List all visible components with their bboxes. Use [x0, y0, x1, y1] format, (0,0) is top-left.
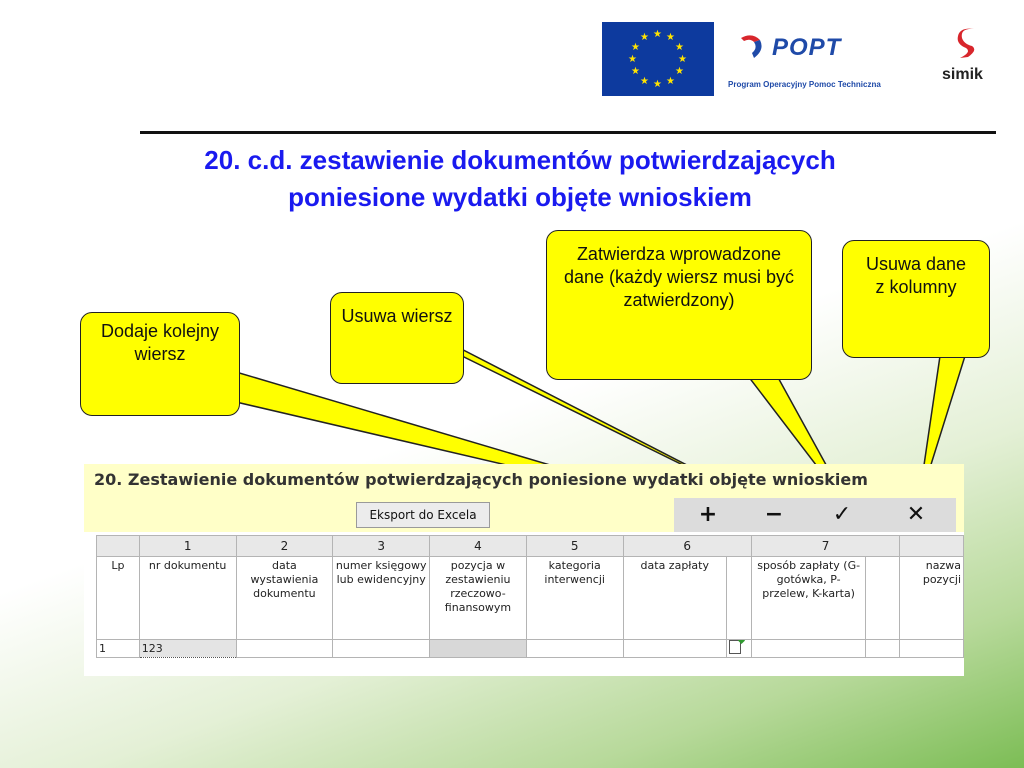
- header-data-wystawienia: data wystawienia dokumentu: [236, 557, 333, 640]
- star-icon: ★: [666, 76, 675, 87]
- row-toolbar: [674, 498, 956, 532]
- star-icon: ★: [675, 42, 684, 53]
- callout-delete-row: [330, 292, 464, 384]
- nr-dokumentu-input[interactable]: 123: [139, 640, 236, 658]
- numer-ksiegowy-input[interactable]: [333, 640, 430, 658]
- delete-row-button[interactable]: −: [764, 502, 784, 527]
- date-picker-cell[interactable]: [727, 640, 752, 658]
- extra-cell[interactable]: [866, 640, 900, 658]
- documents-table: [96, 535, 964, 658]
- popt-wordmark: POPT: [772, 34, 842, 61]
- nazwa-pozycji-input[interactable]: [900, 640, 964, 658]
- column-number-row: [97, 536, 964, 557]
- panel-header: [84, 464, 964, 532]
- data-zaplaty-input[interactable]: [623, 640, 726, 658]
- header-pozycja: pozycja w zestawieniu rzeczowo-finansowym: [430, 557, 527, 640]
- star-icon: ★: [653, 79, 662, 90]
- header-lp: Lp: [97, 557, 140, 640]
- star-icon: ★: [628, 54, 637, 65]
- confirm-button[interactable]: ✓: [832, 502, 852, 527]
- column-number: 7: [751, 536, 899, 557]
- column-number: 5: [526, 536, 623, 557]
- data-wystawienia-input[interactable]: [236, 640, 333, 658]
- star-icon: ★: [631, 42, 640, 53]
- app-panel: [84, 464, 964, 676]
- header-sposob-zaplaty: sposób zapłaty (G-gotówka, P-przelew, K-karta): [751, 557, 865, 640]
- column-number: 3: [333, 536, 430, 557]
- table-row: [97, 640, 964, 658]
- add-row-button[interactable]: +: [698, 502, 718, 527]
- header-nazwa-pozycji: nazwa pozycji: [900, 557, 964, 640]
- column-number: [97, 536, 140, 557]
- header-nr-dokumentu: nr dokumentu: [139, 557, 236, 640]
- column-number: 4: [430, 536, 527, 557]
- star-icon: ★: [640, 76, 649, 87]
- star-icon: ★: [631, 66, 640, 77]
- callout-add-row-text: Dodaje kolejny wiersz: [100, 321, 220, 364]
- column-number: 2: [236, 536, 333, 557]
- star-icon: ★: [653, 29, 662, 40]
- panel-title: 20. Zestawienie dokumentów potwierdzających poniesione wydatki objęte wnioskiem: [94, 470, 868, 489]
- export-excel-button[interactable]: Eksport do Excela: [356, 502, 490, 528]
- header-numer-ksiegowy: numer księgowy lub ewidencyjny: [333, 557, 430, 640]
- callout-clear-column: [842, 240, 990, 358]
- header-blank: [727, 557, 752, 640]
- header-blank: [866, 557, 900, 640]
- column-header-row: [97, 557, 964, 640]
- star-icon: ★: [640, 32, 649, 43]
- sposob-zaplaty-input[interactable]: [751, 640, 865, 658]
- popt-subtitle: Program Operacyjny Pomoc Techniczna: [728, 80, 881, 89]
- slide-title-line2: poniesione wydatki objęte wnioskiem: [288, 182, 752, 212]
- column-number: [900, 536, 964, 557]
- star-icon: ★: [675, 66, 684, 77]
- slide-title-line1: 20. c.d. zestawienie dokumentów potwierdzających: [204, 145, 836, 175]
- pozycja-select[interactable]: [430, 640, 527, 658]
- clear-column-button[interactable]: ✕: [906, 502, 926, 527]
- star-icon: ★: [666, 32, 675, 43]
- star-icon: ★: [678, 54, 687, 65]
- callout-confirm-text: Zatwierdza wprowadzone dane (każdy wiersz musi być zatwierdzony): [563, 244, 795, 310]
- header-kategoria: kategoria interwencji: [526, 557, 623, 640]
- column-number: 1: [139, 536, 236, 557]
- callout-confirm: [546, 230, 812, 380]
- kategoria-input[interactable]: [526, 640, 623, 658]
- column-number: 6: [623, 536, 751, 557]
- callout-clear-column-text: Usuwa dane z kolumny: [865, 254, 967, 297]
- callout-delete-row-text: Usuwa wiersz: [341, 306, 453, 326]
- simik-wordmark: simik: [942, 66, 983, 83]
- row-lp: 1: [97, 640, 140, 658]
- header-data-zaplaty: data zapłaty: [623, 557, 726, 640]
- callout-add-row: [80, 312, 240, 416]
- calendar-edit-icon[interactable]: [729, 640, 741, 654]
